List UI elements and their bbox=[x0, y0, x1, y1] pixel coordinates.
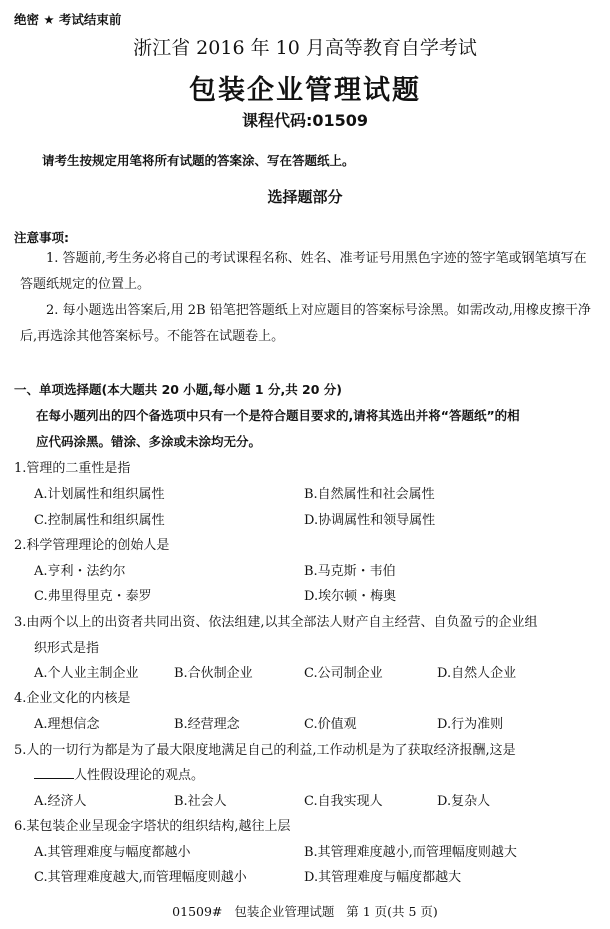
option-b: B.其管理难度越小,而管理幅度则越大 bbox=[304, 845, 517, 860]
option-d: D.行为准则 bbox=[437, 717, 504, 732]
option-a: A.计划属性和组织属性 bbox=[34, 487, 165, 502]
option-d: D.复杂人 bbox=[437, 794, 491, 809]
question-stem: 3.由两个以上的出资者共同出资、依法组建,以其全部法人财产自主经营、自负盈亏的企业组 bbox=[14, 615, 538, 630]
option-d: D.其管理难度与幅度都越大 bbox=[304, 870, 462, 885]
exam-title: 浙江省 2016 年 10 月高等教育自学考试 bbox=[133, 37, 477, 59]
note-item: 2. 每小题选出答案后,用 2B 铅笔把答题纸上对应题目的答案标号涂黑。如需改动,用橡皮擦干净后,再选涂其他答案标号。不能答在试题卷上。 bbox=[20, 303, 591, 344]
option-d: D.自然人企业 bbox=[437, 666, 517, 681]
course-code: 课程代码:01509 bbox=[241, 111, 369, 130]
option-c: C.控制属性和组织属性 bbox=[34, 513, 165, 528]
question-stem-cont bbox=[34, 764, 204, 783]
option-d: D.埃尔顿・梅奥 bbox=[304, 589, 397, 604]
answer-instruction: 请考生按规定用笔将所有试题的答案涂、写在答题纸上。 bbox=[42, 153, 355, 168]
answer-blank bbox=[34, 766, 74, 779]
section-title: 选择题部分 bbox=[267, 188, 343, 206]
option-c: C.其管理难度越大,而管理幅度则越小 bbox=[34, 870, 247, 885]
option-d: D.协调属性和领导属性 bbox=[304, 513, 436, 528]
option-a: A.经济人 bbox=[34, 794, 87, 809]
note-item: 1. 答题前,考生务必将自己的考试课程名称、姓名、准考证号用黑色字迹的签字笔或钢笔填写在答题纸规定的位置上。 bbox=[20, 251, 587, 292]
option-a: A.其管理难度与幅度都越小 bbox=[34, 845, 191, 860]
option-a: A.理想信念 bbox=[34, 717, 100, 732]
question-stem-cont: 织形式是指 bbox=[34, 641, 100, 656]
part1-desc-line2: 应代码涂黑。错涂、多涂或未涂均无分。 bbox=[36, 434, 262, 449]
option-b: B.经营理念 bbox=[174, 717, 240, 732]
secret-mark: 绝密 ★ 考试结束前 bbox=[14, 12, 122, 27]
option-a: A.亨利・法约尔 bbox=[34, 564, 126, 579]
page-footer: 01509# 包装企业管理试题 第 1 页(共 5 页) bbox=[172, 904, 438, 919]
paper-title: 包装企业管理试题 bbox=[189, 75, 421, 106]
notes-heading: 注意事项: bbox=[14, 230, 69, 245]
question-stem: 4.企业文化的内核是 bbox=[14, 691, 131, 706]
part1-desc-line1: 在每小题列出的四个备选项中只有一个是符合题目要求的,请将其选出并将“答题纸”的相 bbox=[36, 408, 520, 423]
option-b: B.社会人 bbox=[174, 794, 227, 809]
option-c: C.公司制企业 bbox=[304, 666, 383, 681]
option-c: C.价值观 bbox=[304, 717, 357, 732]
option-a: A.个人业主制企业 bbox=[34, 666, 139, 681]
option-b: B.合伙制企业 bbox=[174, 666, 253, 681]
option-c: C.自我实现人 bbox=[304, 794, 383, 809]
question-stem: 1.管理的二重性是指 bbox=[14, 461, 131, 476]
question-stem: 5.人的一切行为都是为了最大限度地满足自己的利益,工作动机是为了获取经济报酬,这是 bbox=[14, 743, 516, 758]
option-b: B.马克斯・韦伯 bbox=[304, 564, 396, 579]
part1-heading: 一、单项选择题(本大题共 20 小题,每小题 1 分,共 20 分) bbox=[14, 382, 343, 397]
question-stem-tail: 人性假设理论的观点。 bbox=[74, 768, 205, 783]
option-c: C.弗里得里克・泰罗 bbox=[34, 589, 152, 604]
question-stem: 2.科学管理理论的创始人是 bbox=[14, 538, 170, 553]
question-stem: 6.某包装企业呈现金字塔状的组织结构,越往上层 bbox=[14, 819, 291, 834]
option-b: B.自然属性和社会属性 bbox=[304, 487, 435, 502]
